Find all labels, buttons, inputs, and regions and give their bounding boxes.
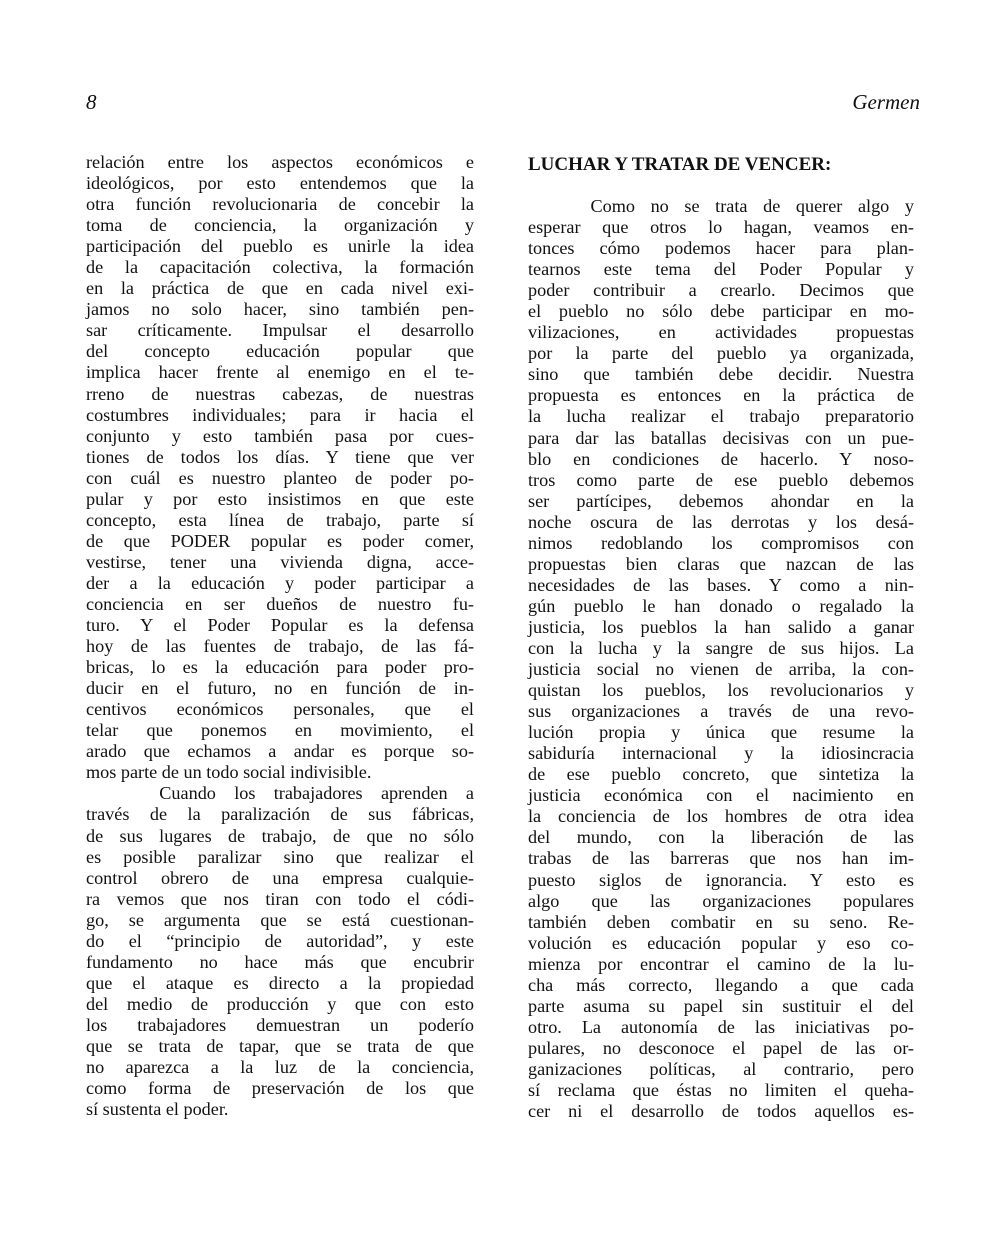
text-line: volución es educación popular y eso co- xyxy=(528,932,914,953)
text-line: sí sustenta el poder. xyxy=(86,1099,229,1120)
text-line: de la capacitación colectiva, la formación xyxy=(86,257,474,278)
text-line: conciencia en ser dueños de nuestro fu- xyxy=(86,593,474,614)
text-line: la lucha realizar el trabajo preparatorio xyxy=(528,406,914,427)
text-line: justicia económica con el nacimiento en xyxy=(528,785,914,806)
text-line: sí reclama que éstas no limiten el queha- xyxy=(528,1079,914,1100)
text-line: blo en condiciones de hacerlo. Y noso- xyxy=(528,448,914,469)
text-line: do el “principio de autoridad”, y este xyxy=(86,930,474,951)
text-line: no aparezca a la luz de la conciencia, xyxy=(86,1057,474,1078)
text-line: los trabajadores demuestran un poderío xyxy=(86,1014,474,1035)
text-line: puesto siglos de ignorancia. Y esto es xyxy=(528,869,914,890)
text-line: lución propia y única que resume la xyxy=(528,722,914,743)
text-line: la conciencia de los hombres de otra idea xyxy=(528,806,914,827)
text-line: por la parte del pueblo ya organizada, xyxy=(528,343,914,364)
text-line: ganizaciones políticas, al contrario, pero xyxy=(528,1058,914,1079)
text-line: quistan los pueblos, los revolucionarios y xyxy=(528,680,914,701)
text-line: del mundo, con la liberación de las xyxy=(528,827,914,848)
text-line: tros como parte de ese pueblo debemos xyxy=(528,469,914,490)
text-line: pular y por esto insistimos en que este xyxy=(86,488,474,509)
text-line: centivos económicos personales, que el xyxy=(86,699,474,720)
text-line: hoy de las fuentes de trabajo, de las fá- xyxy=(86,636,474,657)
text-line: noche oscura de las derrotas y los desá- xyxy=(528,511,914,532)
right-text-column xyxy=(528,152,914,1122)
text-line: sar críticamente. Impulsar el desarrollo xyxy=(86,320,474,341)
text-line: Como no se trata de querer algo y xyxy=(528,196,914,216)
text-line: bricas, lo es la educación para poder pro- xyxy=(86,657,474,678)
text-line: gún pueblo le han donado o regalado la xyxy=(528,595,914,616)
page-number: 8 xyxy=(86,90,97,114)
text-line: mienza por encontrar el camino de la lu- xyxy=(528,953,914,974)
text-line: control obrero de una empresa cualquie- xyxy=(86,867,474,888)
text-line: tiones de todos los días. Y tiene que ver xyxy=(86,446,474,467)
text-line: sus organizaciones a través de una revo- xyxy=(528,701,914,722)
text-line: cer ni el desarrollo de todos aquellos es- xyxy=(528,1101,914,1122)
text-line: sino que también debe decidir. Nuestra xyxy=(528,364,914,385)
text-line: algo que las organizaciones populares xyxy=(528,890,914,911)
text-line: conjunto y esto también pasa por cues- xyxy=(86,425,474,446)
text-line: que el ataque es directo a la propiedad xyxy=(86,972,474,993)
text-line: través de la paralización de sus fábricas, xyxy=(86,804,474,825)
text-line: ducir en el futuro, no en función de in- xyxy=(86,678,474,699)
text-line: jamos no solo hacer, sino también pen- xyxy=(86,299,474,320)
text-line: Cuando los trabajadores aprenden a xyxy=(86,783,474,804)
text-line: otra función revolucionaria de concebir la xyxy=(86,194,474,215)
text-line: ser partícipes, debemos ahondar en la xyxy=(528,490,914,511)
text-line: poder contribuir a crearlo. Decimos que xyxy=(528,280,914,301)
text-line: trabas de las barreras que nos han im- xyxy=(528,848,914,869)
text-line: concepto, esta línea de trabajo, parte sí xyxy=(86,509,474,530)
text-line: en la práctica de que en cada nivel exi- xyxy=(86,278,474,299)
text-line: es posible paralizar sino que realizar el xyxy=(86,846,474,867)
text-line: propuesta es entonces en la práctica de xyxy=(528,385,914,406)
text-line: costumbres individuales; para ir hacia el xyxy=(86,404,474,425)
text-line: del concepto educación popular que xyxy=(86,341,474,362)
text-line: telar que ponemos en movimiento, el xyxy=(86,720,474,741)
text-line: del medio de producción y que con esto xyxy=(86,993,474,1014)
running-title: Germen xyxy=(852,90,920,114)
text-line: otro. La autonomía de las iniciativas po- xyxy=(528,1016,914,1037)
text-line: cha más correcto, llegando a que cada xyxy=(528,974,914,995)
text-line: participación del pueblo es unirle la idea xyxy=(86,236,474,257)
text-line: como forma de preservación de los que xyxy=(86,1078,474,1099)
text-line: tearnos este tema del Poder Popular y xyxy=(528,259,914,280)
text-line: der a la educación y poder participar a xyxy=(86,572,474,593)
text-line: go, se argumenta que se está cuestionan- xyxy=(86,909,474,930)
text-line: relación entre los aspectos económicos e xyxy=(86,152,474,172)
text-line: toma de conciencia, la organización y xyxy=(86,215,474,236)
text-line: fundamento no hace más que encubrir xyxy=(86,951,474,972)
text-line: para dar las batallas decisivas con un pue- xyxy=(528,427,914,448)
text-line: ra vemos que nos tiran con todo el códi- xyxy=(86,888,474,909)
text-line: propuestas bien claras que nazcan de las xyxy=(528,553,914,574)
text-line: de que PODER popular es poder comer, xyxy=(86,530,474,551)
text-line: con la lucha y la sangre de sus hijos. La xyxy=(528,637,914,658)
text-line: justicia social no vienen de arriba, la con- xyxy=(528,659,914,680)
text-line: parte asuma su papel sin sustituir el del xyxy=(528,995,914,1016)
text-line: de ese pueblo concreto, que sintetiza la xyxy=(528,764,914,785)
text-line: ideológicos, por esto entendemos que la xyxy=(86,173,474,194)
text-line: también deben combatir en su seno. Re- xyxy=(528,911,914,932)
text-line: con cuál es nuestro planteo de poder po- xyxy=(86,467,474,488)
text-line: pulares, no desconoce el papel de las or- xyxy=(528,1037,914,1058)
text-line: mos parte de un todo social indivisible. xyxy=(86,762,372,783)
text-line: arado que echamos a andar es porque so- xyxy=(86,741,474,762)
text-line: vestirse, tener una vivienda digna, acce- xyxy=(86,551,474,572)
text-line: el pueblo no sólo debe participar en mo- xyxy=(528,301,914,322)
text-line: que se trata de tapar, que se trata de que xyxy=(86,1035,474,1056)
text-line: de sus lugares de trabajo, de que no sólo xyxy=(86,825,474,846)
text-line: esperar que otros lo hagan, veamos en- xyxy=(528,217,914,238)
section-heading: LUCHAR Y TRATAR DE VENCER: xyxy=(528,154,832,175)
text-line: turo. Y el Poder Popular es la defensa xyxy=(86,615,474,636)
text-line: necesidades de las bases. Y como a nin- xyxy=(528,574,914,595)
text-line: rreno de nuestras cabezas, de nuestras xyxy=(86,383,474,404)
text-line: nimos redoblando los compromisos con xyxy=(528,532,914,553)
text-line: vilizaciones, en actividades propuestas xyxy=(528,322,914,343)
text-line: justicia, los pueblos la han salido a ganar xyxy=(528,616,914,637)
text-line: tonces cómo podemos hacer para plan- xyxy=(528,238,914,259)
right-paragraph xyxy=(528,196,914,1122)
text-line: sabiduría internacional y la idiosincracia xyxy=(528,743,914,764)
left-text-column xyxy=(86,152,474,1120)
text-line: implica hacer frente al enemigo en el te- xyxy=(86,362,474,383)
